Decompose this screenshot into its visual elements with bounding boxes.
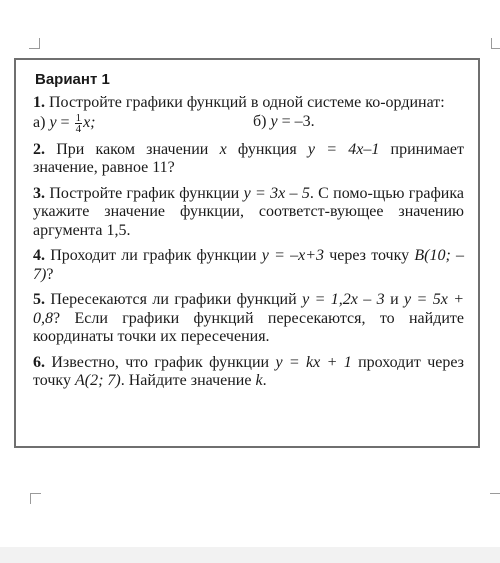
task-number: 6. — [33, 353, 45, 371]
variable: x — [219, 140, 227, 158]
task-text: . Найдите значение — [120, 372, 256, 389]
variant-card — [14, 58, 480, 448]
variable: y — [270, 112, 278, 130]
task-text: Постройте график функции — [49, 184, 244, 202]
crop-mark-bottom-left — [30, 493, 41, 504]
formula: y = –x+3 — [261, 247, 324, 264]
variable: y — [49, 113, 57, 131]
variable: k — [255, 372, 263, 389]
task-text: и — [384, 291, 405, 308]
task-4 — [33, 247, 464, 284]
task-1-item-b — [253, 113, 315, 134]
task-text: через точку — [324, 247, 415, 264]
variable-tail: x; — [83, 113, 96, 131]
crop-mark-top-right — [491, 38, 500, 49]
item-label: а) — [33, 113, 46, 131]
point: B(10; –7) — [33, 247, 465, 283]
fraction — [75, 113, 83, 134]
task-number: 3. — [33, 184, 45, 202]
formula: y = 4x–1 — [307, 140, 380, 158]
task-text: Постройте графики функций в одной системе ко-ординат: — [49, 94, 445, 111]
task-text: принимает значение, равное 11? — [33, 140, 465, 176]
formula: y = kx + 1 — [275, 353, 352, 371]
point: A(2; 7) — [74, 372, 121, 389]
footer-strip — [0, 547, 500, 563]
task-text: функция — [226, 140, 308, 158]
task-text: проходит через точку — [33, 353, 464, 389]
denominator: 4 — [75, 122, 82, 135]
task-1 — [33, 94, 464, 134]
task-number: 4. — [33, 247, 45, 264]
task-number: 5. — [33, 291, 45, 308]
item-label: б) — [253, 112, 267, 130]
crop-mark-bottom-right — [490, 493, 500, 504]
formula: y = 1,2x – 3 — [302, 291, 385, 308]
task-text: . С помо-щью графика укажите значение функции, соответст-вующее значению аргумента 1,5. — [33, 184, 465, 239]
task-text: Пересекаются ли графики функций — [50, 291, 303, 308]
numerator: 1 — [75, 111, 82, 124]
task-1-item-a — [33, 113, 253, 134]
task-text: ? Если графики функций пересекаются, то найдите координаты точки их пересечения. — [33, 309, 464, 345]
task-6 — [33, 354, 464, 391]
formula: y = 5x + 0,8 — [33, 291, 465, 327]
task-5 — [33, 291, 464, 347]
task-number: 2. — [33, 140, 45, 158]
task-text: При каком значении — [56, 140, 220, 158]
task-1-items — [33, 113, 464, 134]
task-2 — [33, 141, 464, 178]
task-3 — [33, 185, 464, 241]
expression: = –3. — [277, 112, 315, 130]
variant-title: Вариант 1 — [35, 71, 110, 88]
task-text: . — [262, 372, 267, 389]
formula: y = 3x – 5 — [243, 184, 310, 202]
task-number: 1. — [33, 94, 45, 111]
task-text: Известно, что график функции — [51, 353, 276, 371]
equals: = — [56, 113, 74, 131]
task-text: Проходит ли график функции — [50, 247, 262, 264]
task-text: ? — [46, 265, 54, 283]
crop-mark-top-left — [29, 38, 40, 49]
